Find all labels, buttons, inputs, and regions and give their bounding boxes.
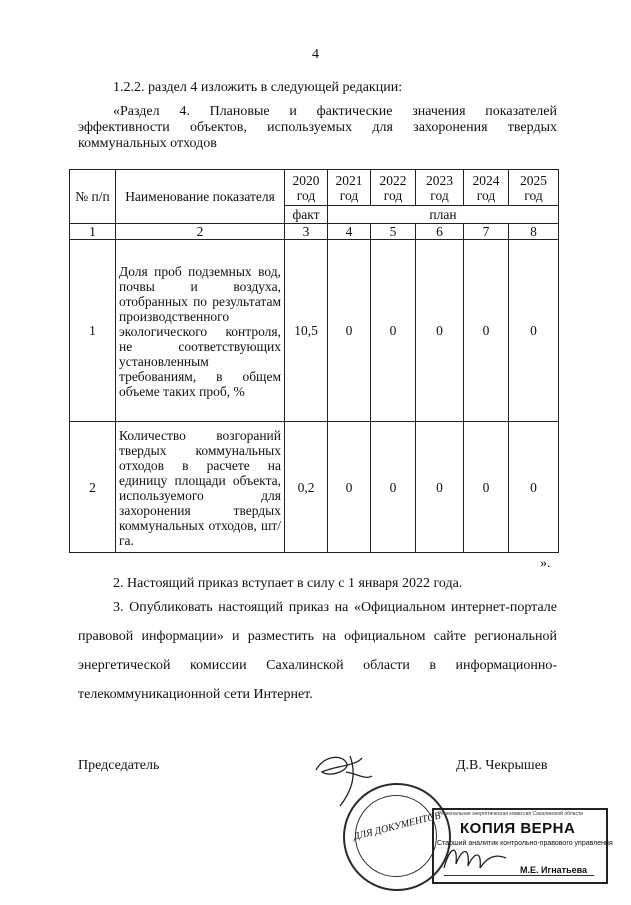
signature-certifier	[440, 838, 510, 878]
stamp-header: Региональная энергетическая комиссия Сахалинской области	[438, 811, 584, 817]
signatory-title: Председатель	[78, 758, 160, 773]
col-number: 5	[371, 224, 416, 240]
row-value: 0	[371, 240, 416, 422]
row-value: 0,2	[285, 422, 328, 553]
row-value: 0	[464, 240, 509, 422]
col-number: 7	[464, 224, 509, 240]
row-num: 1	[70, 240, 116, 422]
closing-quote: ».	[540, 556, 551, 571]
table-row	[70, 422, 559, 553]
row-value: 0	[328, 422, 371, 553]
row-value: 0	[464, 422, 509, 553]
row-indicator-name: Количество возгораний твердых коммунальных отходов в расчете на единицу площади объекта, используемого для захоронения твердых коммунальных отходов, шт/га.	[116, 422, 285, 553]
paragraph-3: 3. Опубликовать настоящий приказ на «Официальном интернет-портале правовой информации» и разместить на официальном сайте региональной энергетической комиссии Сахалинской области в информационно-телекоммуникационной сети Интернет.	[78, 600, 557, 702]
header-num: № п/п	[70, 170, 116, 224]
intro-line: 1.2.2. раздел 4 изложить в следующей редакции:	[113, 80, 403, 95]
header-year: 2025 год	[509, 170, 559, 206]
header-year: 2023 год	[416, 170, 464, 206]
header-year: 2021 год	[328, 170, 371, 206]
row-value: 0	[416, 422, 464, 553]
col-number: 3	[285, 224, 328, 240]
header-year: 2020 год	[285, 170, 328, 206]
col-number: 2	[116, 224, 285, 240]
header-name: Наименование показателя	[116, 170, 285, 224]
row-indicator-name: Доля проб подземных вод, почвы и воздуха, отобранных по результатам производственного экологического контроля, не соответствующих установленным требованиям, в общем объеме таких проб, %	[116, 240, 285, 422]
header-plan: план	[328, 206, 559, 224]
header-year: 2024 год	[464, 170, 509, 206]
section-heading-line-3: коммунальных отходов	[78, 136, 217, 151]
signatory-name: Д.В. Чекрышев	[456, 758, 548, 773]
stamp-position: Старший аналитик контрольно-правового управления	[437, 840, 613, 847]
row-num: 2	[70, 422, 116, 553]
col-number: 6	[416, 224, 464, 240]
row-value: 0	[416, 240, 464, 422]
page-number: 4	[312, 47, 319, 62]
header-year: 2022 год	[371, 170, 416, 206]
col-number: 4	[328, 224, 371, 240]
stamp-name: М.Е. Игнатьева	[520, 865, 588, 875]
indicators-table	[69, 169, 559, 553]
stamp-round-text: ДЛЯ ДОКУМЕНТОВ	[352, 810, 442, 843]
row-value: 10,5	[285, 240, 328, 422]
row-value: 0	[509, 422, 559, 553]
paragraph-2: 2. Настоящий приказ вступает в силу с 1 января 2022 года.	[113, 576, 463, 591]
table-row	[70, 240, 559, 422]
col-number: 8	[509, 224, 559, 240]
section-heading-line-2: эффективности объектов, используемых для захоронения твердых	[78, 120, 557, 135]
header-fact: факт	[285, 206, 328, 224]
row-value: 0	[371, 422, 416, 553]
row-value: 0	[509, 240, 559, 422]
section-heading-line-1: «Раздел 4. Плановые и фактические значения показателей	[113, 104, 557, 119]
col-number: 1	[70, 224, 116, 240]
stamp-title: КОПИЯ ВЕРНА	[460, 820, 576, 837]
row-value: 0	[328, 240, 371, 422]
